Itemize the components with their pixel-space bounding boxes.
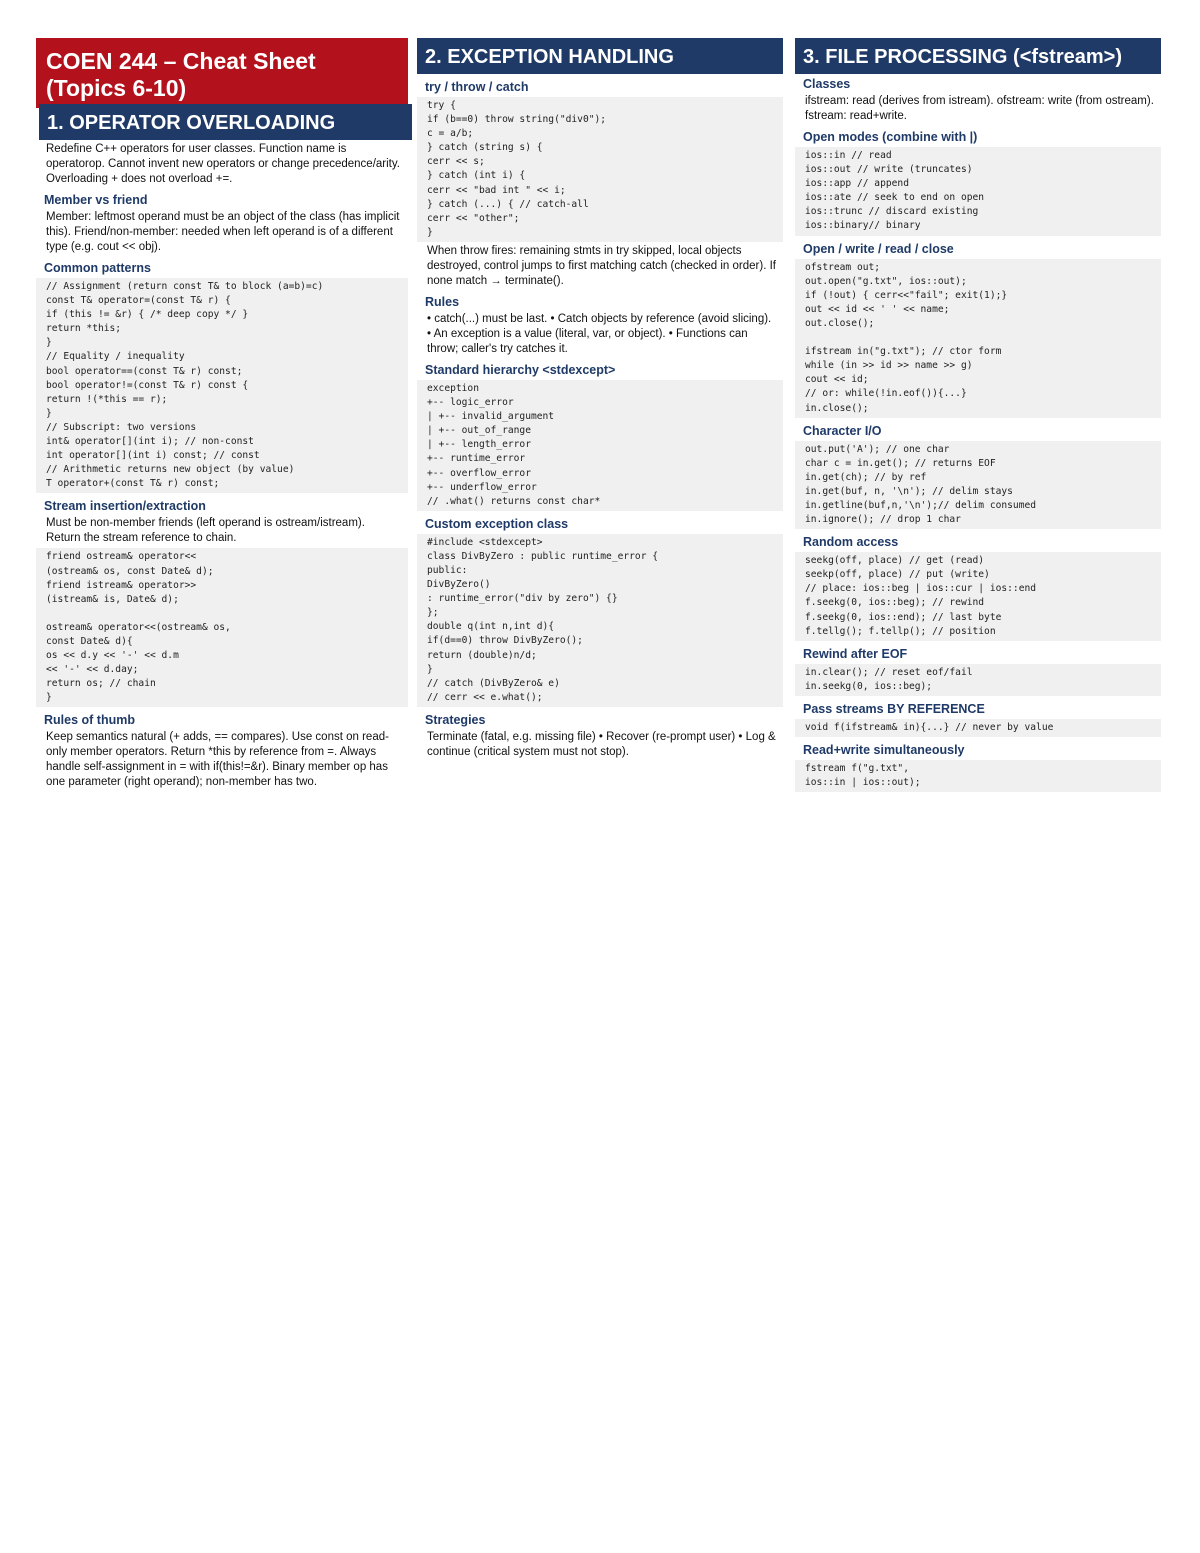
code-line: try {	[427, 100, 456, 111]
code-line: double q(int n,int d){	[427, 621, 555, 633]
subheading-try-throw-catch: try / throw / catch	[425, 80, 529, 94]
code-block-pass-by-reference	[795, 719, 1161, 737]
code-line: return os; // chain	[46, 678, 156, 690]
code-line: friend istream& operator>>	[46, 579, 197, 591]
code-line: cerr << s;	[427, 156, 485, 168]
code-line: // .what() returns const char*	[427, 495, 601, 507]
code-line: bool operator!=(const T& r) const {	[46, 379, 249, 391]
code-line: // or: while(!in.eof()){...}	[805, 388, 967, 400]
code-line: +-- underflow_error	[427, 481, 537, 493]
code-line	[805, 331, 1155, 345]
code-line: // place: ios::beg | ios::cur | ios::end	[805, 583, 1037, 595]
try-catch-explanation: When throw fires: remaining stmts in try skipped, local objects destroyed, control jumps to first matching catch (checked in order). If none match → terminate().	[427, 244, 776, 287]
code-line: ios::binary// binary	[805, 220, 921, 232]
strategies-text: Terminate (fatal, e.g. missing file) • Recover (re-prompt user) • Log & continue (critical system must not stop).	[427, 730, 776, 758]
subheading-rewind-after-eof: Rewind after EOF	[803, 646, 908, 661]
code-block-common-patterns	[36, 278, 408, 493]
code-line: if (this != &r) { /* deep copy */ }	[46, 309, 249, 321]
code-line: // Assignment (return const T& to block (a=b)=c)	[46, 281, 324, 292]
code-line: +-- overflow_error	[427, 467, 531, 479]
subheading-classes: Classes	[803, 77, 851, 91]
code-block-try-catch	[417, 97, 783, 242]
code-line: f.seekg(0, ios::beg); // rewind	[805, 597, 985, 609]
code-line: }	[427, 663, 433, 675]
code-line: in.clear(); // reset eof/fail	[805, 666, 973, 678]
code-line: f.seekg(0, ios::end); // last byte	[805, 611, 1002, 623]
code-line: public:	[427, 564, 468, 576]
code-line: out.close();	[805, 317, 875, 329]
subheading-strategies: Strategies	[425, 712, 486, 727]
code-line: } catch (string s) {	[427, 142, 543, 154]
code-line: }	[46, 692, 52, 704]
code-line: in.seekg(0, ios::beg);	[805, 680, 933, 692]
code-line: int& operator[](int i); // non-const	[46, 436, 254, 448]
subheading-custom-exception: Custom exception class	[425, 516, 569, 531]
code-line: ios::trunc // discard existing	[805, 206, 979, 218]
code-block-read-write	[795, 760, 1161, 792]
code-line: char c = in.get(); // returns EOF	[805, 457, 996, 469]
subheading-standard-hierarchy: Standard hierarchy <stdexcept>	[425, 362, 616, 377]
code-line: in.close();	[805, 402, 869, 414]
code-line	[46, 607, 402, 621]
code-line: ifstream in("g.txt"); // ctor form	[805, 346, 1002, 358]
code-block-open-modes	[795, 147, 1161, 236]
code-block-random-access	[795, 552, 1161, 641]
code-block-rewind	[795, 664, 1161, 696]
code-line: in.get(buf, n, '\n'); // delim stays	[805, 485, 1013, 497]
code-line: ostream& operator<<(ostream& os,	[46, 621, 231, 633]
column-file-processing	[795, 38, 1161, 794]
code-line: fstream f("g.txt",	[805, 763, 909, 774]
code-line: }	[46, 407, 52, 419]
code-line: +-- runtime_error	[427, 453, 526, 465]
stream-insertion-text: Must be non-member friends (left operand is ostream/istream). Return the stream reference to chain.	[46, 517, 365, 545]
code-block-exception-hierarchy	[417, 380, 783, 511]
code-block-custom-exception	[417, 534, 783, 707]
section-header-operator-overloading: 1. OPERATOR OVERLOADING	[39, 104, 412, 140]
code-line: c = a/b;	[427, 128, 474, 140]
code-line: (ostream& os, const Date& d);	[46, 565, 214, 577]
code-line: // Subscript: two versions	[46, 421, 197, 433]
code-line: : runtime_error("div by zero") {}	[427, 593, 618, 605]
subheading-member-vs-friend: Member vs friend	[44, 193, 148, 207]
code-line: #include <stdexcept>	[427, 536, 543, 548]
code-line: ios::in | ios::out);	[805, 777, 921, 789]
code-line: if(d==0) throw DivByZero();	[427, 635, 583, 647]
code-line: void f(ifstream& in){...} // never by value	[805, 721, 1054, 733]
code-line: const Date& d){	[46, 635, 133, 647]
subheading-character-io: Character I/O	[803, 423, 882, 438]
code-line: int operator[](int i) const; // const	[46, 450, 260, 462]
classes-text: ifstream: read (derives from istream). ofstream: write (from ostream). fstream: read+write.	[805, 95, 1154, 122]
subheading-pass-by-reference: Pass streams BY REFERENCE	[803, 701, 985, 716]
subheading-stream-insertion: Stream insertion/extraction	[44, 499, 206, 514]
code-line: ios::app // append	[805, 178, 909, 190]
subheading-rules-of-thumb: Rules of thumb	[44, 713, 135, 728]
code-line: in.get(ch); // by ref	[805, 471, 927, 483]
code-line: +-- logic_error	[427, 397, 514, 409]
subheading-read-write: Read+write simultaneously	[803, 743, 965, 757]
code-line: T operator+(const T& r) const;	[46, 478, 220, 490]
code-line: // catch (DivByZero& e)	[427, 677, 560, 689]
subheading-common-patterns: Common patterns	[44, 261, 151, 275]
section-header-file-processing: 3. FILE PROCESSING (<fstream>)	[795, 38, 1161, 74]
code-line: return *this;	[46, 323, 122, 335]
code-line: f.tellg(); f.tellp(); // position	[805, 625, 996, 637]
code-line: class DivByZero : public runtime_error {	[427, 550, 659, 562]
code-line: DivByZero()	[427, 579, 491, 591]
code-line: cout << id;	[805, 374, 869, 386]
code-line: } catch (...) { // catch-all	[427, 198, 589, 210]
rules-of-thumb-text: Keep semantics natural (+ adds, == compares). Use const on read-only member operators. Return *this by reference from =. Always handle self-assignment in = with if(this!=&r). Binary member op has one parameter (right operand); non-member has two.	[46, 731, 389, 789]
subheading-open-modes: Open modes (combine with |)	[803, 130, 978, 144]
code-line: cerr << "bad int " << i;	[427, 184, 566, 196]
code-line: seekg(off, place) // get (read)	[805, 555, 985, 567]
code-line: ios::ate // seek to end on open	[805, 192, 985, 204]
code-line: | +-- length_error	[427, 439, 531, 451]
code-line: cerr << "other";	[427, 212, 520, 224]
code-line: }	[46, 337, 52, 349]
column-exception-handling	[417, 38, 783, 760]
page-title	[36, 38, 408, 108]
code-line: << '-' << d.day;	[46, 664, 139, 676]
code-line: return !(*this == r);	[46, 393, 168, 405]
intro-text: Redefine C++ operators for user classes. Function name is operatorop. Cannot invent new operators or change precedence/arity. Overloading + does not overload +=.	[46, 143, 400, 185]
code-block-stream-operators	[36, 548, 408, 707]
code-line: | +-- out_of_range	[427, 425, 531, 437]
code-line: in.ignore(); // drop 1 char	[805, 514, 961, 526]
code-line: friend ostream& operator<<	[46, 551, 197, 563]
code-line: }	[427, 226, 433, 238]
code-line: in.getline(buf,n,'\n');// delim consumed	[805, 499, 1037, 511]
code-line: (istream& is, Date& d);	[46, 593, 179, 605]
title-line-2: (Topics 6-10)	[46, 75, 187, 101]
column-operator-overloading	[36, 38, 408, 790]
code-line: out << id << ' ' << name;	[805, 303, 950, 315]
code-line: out.open("g.txt", ios::out);	[805, 275, 967, 287]
subheading-open-write-read-close: Open / write / read / close	[803, 241, 954, 256]
code-line: exception	[427, 382, 479, 394]
title-line-1: COEN 244 – Cheat Sheet	[46, 48, 316, 74]
code-line: if (!out) { cerr<<"fail"; exit(1);}	[805, 289, 1008, 301]
code-line: } catch (int i) {	[427, 170, 526, 182]
code-line: };	[427, 607, 439, 619]
code-line: | +-- invalid_argument	[427, 411, 555, 423]
code-line: out.put('A'); // one char	[805, 443, 950, 455]
code-line: return (double)n/d;	[427, 649, 537, 661]
code-block-open-write-read-close	[795, 259, 1161, 418]
code-line: if (b==0) throw string("div0");	[427, 114, 607, 126]
code-line: bool operator==(const T& r) const;	[46, 365, 243, 377]
code-line: const T& operator=(const T& r) {	[46, 295, 231, 307]
code-line: // Equality / inequality	[46, 351, 185, 363]
code-block-character-io	[795, 441, 1161, 530]
exception-rules-text: • catch(...) must be last. • Catch objects by reference (avoid slicing). • An exception is a value (literal, var, or object). • Functions can throw; caller's try catches it.	[427, 312, 772, 355]
code-line: ofstream out;	[805, 261, 881, 273]
code-line: seekp(off, place) // put (write)	[805, 569, 990, 581]
code-line: ios::out // write (truncates)	[805, 164, 973, 176]
code-line: os << d.y << '-' << d.m	[46, 650, 179, 662]
code-line: while (in >> id >> name >> g)	[805, 360, 973, 372]
code-line: // Arithmetic returns new object (by value)	[46, 464, 295, 476]
subheading-rules: Rules	[425, 294, 460, 309]
member-vs-friend-text: Member: leftmost operand must be an object of the class (has implicit this). Friend/non-member: needed when left operand is of a different type (e.g. cout << obj).	[46, 211, 400, 253]
section-header-exception-handling: 2. EXCEPTION HANDLING	[417, 38, 783, 74]
subheading-random-access: Random access	[803, 535, 899, 550]
code-line: ios::in // read	[805, 150, 892, 161]
code-line: // cerr << e.what();	[427, 691, 543, 703]
